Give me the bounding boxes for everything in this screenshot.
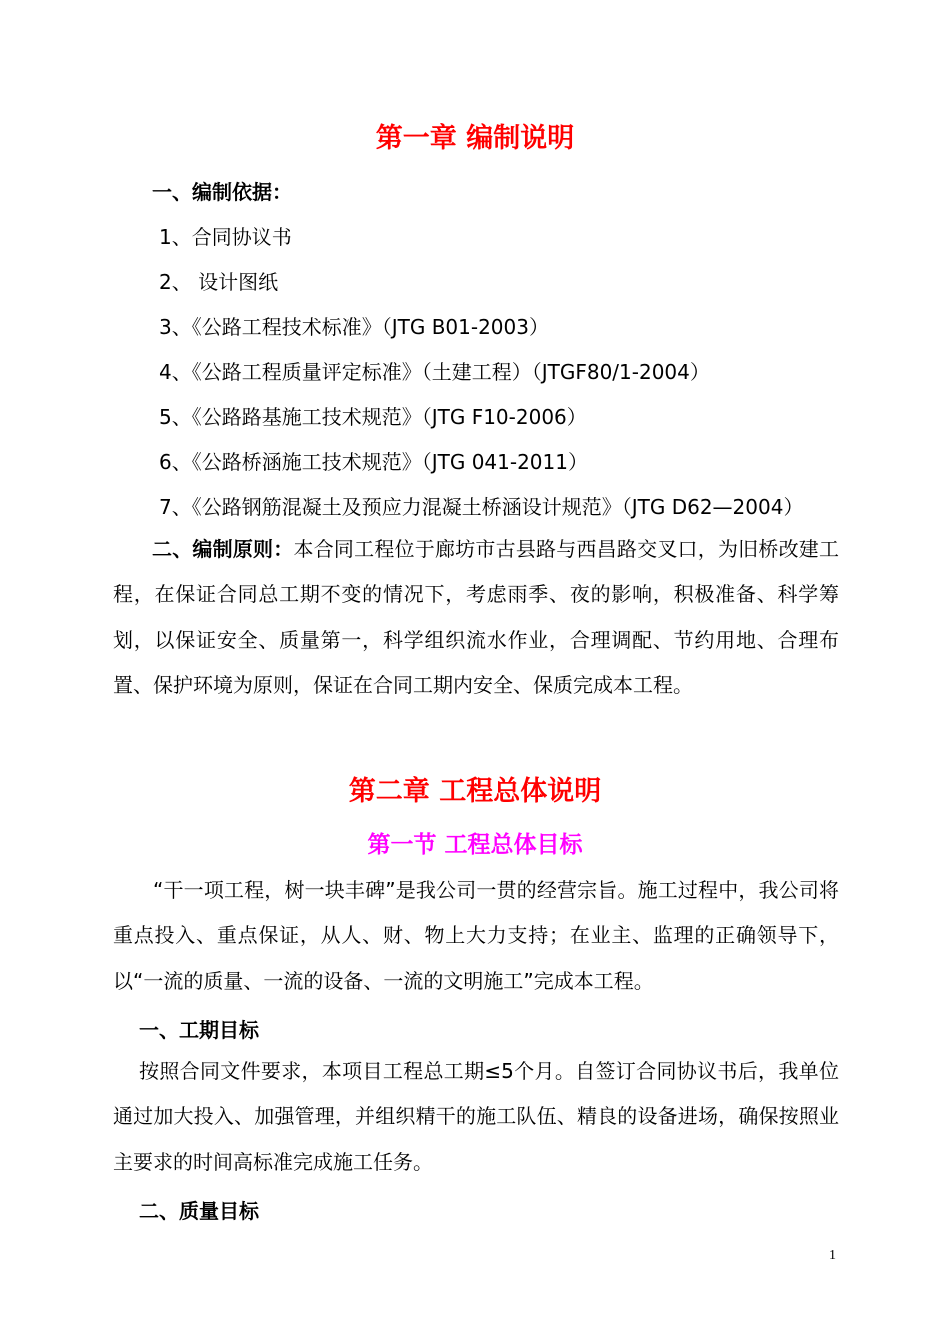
basis-item: 6、《公路桥涵施工技术规范》（JTG 041-2011）	[159, 450, 588, 474]
chapter2-title: 第二章 工程总体说明	[348, 776, 602, 807]
principle-heading: 二、编制原则：	[152, 537, 294, 561]
basis-item: 7、《公路钢筋混凝土及预应力混凝土桥涵设计规范》（JTG D62—2004）	[159, 495, 804, 519]
schedule-paragraph: 按照合同文件要求，本项目工程总工期≤5个月。自签订合同协议书后，我单位通过加大投入、加强管理，并组织精干的施工队伍、精良的设备进场，确保按照业主要求的时间高标准完成施工任务。	[113, 1059, 839, 1174]
basis-item: 2、 设计图纸	[159, 270, 279, 294]
basis-item: 3、《公路工程技术标准》（JTG B01-2003）	[159, 315, 549, 339]
intro-paragraph: “干一项工程，树一块丰碑”是我公司一贯的经营宗旨。施工过程中，我公司将重点投入、重点保证，从人、财、物上大力支持；在业主、监理的正确领导下，以“一流的质量、一流的设备、一流的文明施工”完成本工程。	[113, 878, 839, 993]
quality-heading: 二、质量目标	[139, 1199, 259, 1223]
page-number: 1	[829, 1248, 836, 1263]
basis-item: 1、合同协议书	[159, 225, 292, 249]
section1-title: 第一节 工程总体目标	[367, 832, 583, 858]
chapter1-title: 第一章 编制说明	[375, 123, 575, 154]
schedule-heading: 一、工期目标	[139, 1018, 259, 1042]
basis-heading: 一、编制依据：	[152, 180, 292, 204]
basis-item: 4、《公路工程质量评定标准》（土建工程）（JTGF80/1-2004）	[159, 360, 710, 384]
basis-item: 5、《公路路基施工技术规范》（JTG F10-2006）	[159, 405, 587, 429]
principle-text: 本合同工程位于廊坊市古县路与西昌路交叉口，为旧桥改建工程，在保证合同总工期不变的情况下，考虑雨季、夜的影响，积极准备、科学筹划，以保证安全、质量第一，科学组织流水作业，合理调配、节约用地、合理布置、保护环境为原则，保证在合同工期内安全、保质完成本工程。	[113, 537, 840, 697]
principle-paragraph	[113, 527, 839, 708]
